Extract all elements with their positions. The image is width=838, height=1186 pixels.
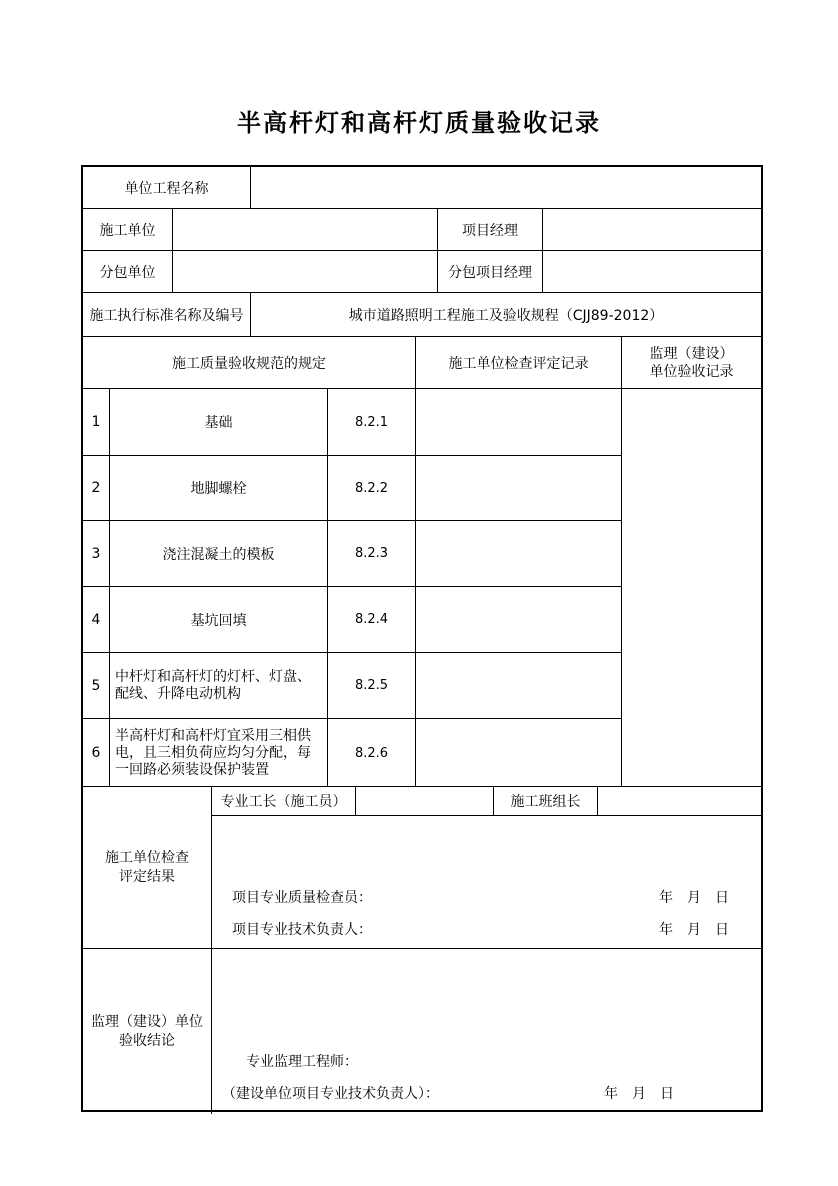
construction-unit-label: 施工单位 (99, 222, 156, 239)
check-result-content (211, 787, 761, 948)
item-code: 8.2.1 (327, 389, 415, 455)
date-text: 年 月 日 (659, 890, 729, 906)
item-no: 5 (91, 677, 101, 694)
table-header-row (83, 336, 761, 388)
supervision-record-cell[interactable] (621, 389, 761, 786)
item-check-record-cell[interactable] (415, 521, 621, 586)
check-result-label-line2: 评定结果 (119, 868, 175, 885)
item-no: 2 (91, 480, 101, 496)
item-no: 3 (91, 545, 101, 562)
construction-unit-row (83, 208, 761, 250)
item-name: 半高杆灯和高杆灯宜采用三相供电，且三相负荷应均匀分配，每一回路必须装设保护装置 (109, 719, 327, 787)
team-leader-value-cell[interactable] (597, 787, 761, 815)
item-name: 地脚螺栓 (109, 456, 327, 520)
item-row (83, 718, 621, 787)
tech-director-label: 项目专业技术负责人： (232, 922, 372, 938)
item-code: 8.2.5 (327, 653, 415, 718)
item-check-record-cell[interactable] (415, 587, 621, 652)
item-code: 8.2.2 (327, 456, 415, 520)
check-result-label-line1: 施工单位检查 (105, 849, 189, 866)
item-check-record-cell[interactable] (415, 719, 621, 787)
item-name: 浇注混凝土的模板 (109, 521, 327, 586)
item-row (83, 652, 621, 718)
construction-unit-value-cell[interactable] (172, 209, 437, 250)
unit-project-row (83, 167, 761, 208)
items-band (83, 388, 761, 786)
item-no: 1 (91, 414, 101, 430)
item-code: 8.2.4 (327, 587, 415, 652)
header-supervision-line1: 监理（建设） (649, 345, 734, 362)
supervision-conclusion-label-line1: 监理（建设）单位 (91, 1013, 203, 1030)
foreman-row (212, 787, 761, 816)
item-row (83, 455, 621, 520)
acceptance-form-table (81, 165, 763, 1112)
item-row (83, 520, 621, 586)
check-result-section-label (83, 787, 211, 948)
item-no: 6 (91, 745, 101, 761)
item-code: 8.2.3 (327, 521, 415, 586)
unit-project-label: 单位工程名称 (124, 180, 209, 197)
subcontract-manager-label: 分包项目经理 (437, 251, 542, 292)
item-name: 基坑回填 (109, 587, 327, 652)
item-name: 基础 (109, 389, 327, 455)
subcontract-unit-row (83, 250, 761, 292)
header-supervision-line2: 单位验收记录 (649, 363, 734, 380)
owner-tech-director-line (222, 1084, 674, 1104)
subcontract-unit-value-cell[interactable] (172, 251, 437, 292)
foreman-label: 专业工长（施工员） (220, 794, 347, 810)
date-text: 年 月 日 (604, 1086, 674, 1102)
header-check-col: 施工单位检查评定记录 (415, 337, 621, 388)
standard-row (83, 292, 761, 336)
subcontract-manager-value-cell[interactable] (542, 251, 761, 292)
supervision-engineer-label: 专业监理工程师： (246, 1054, 358, 1070)
item-check-record-cell[interactable] (415, 456, 621, 520)
item-row (83, 586, 621, 652)
quality-inspector-line (232, 888, 729, 908)
standard-name-label: 施工执行标准名称及编号 (89, 307, 244, 324)
subcontract-unit-label: 分包单位 (99, 264, 156, 281)
item-no: 4 (91, 611, 101, 628)
check-signature-area[interactable] (212, 816, 761, 948)
item-check-record-cell[interactable] (415, 653, 621, 718)
unit-project-value-cell[interactable] (250, 167, 761, 208)
supervision-conclusion-section (83, 948, 761, 1114)
supervision-conclusion-label (83, 949, 211, 1114)
quality-inspector-label: 项目专业质量检查员： (232, 890, 372, 906)
items-list (83, 389, 621, 786)
owner-tech-director-label: （建设单位项目专业技术负责人）： (222, 1086, 439, 1102)
team-leader-label: 施工班组长 (493, 787, 597, 815)
page-title: 半高杆灯和高杆灯质量验收记录 (237, 109, 601, 137)
foreman-value-cell[interactable] (355, 787, 493, 815)
item-name: 中杆灯和高杆灯的灯杆、灯盘、配线、升降电动机构 (109, 653, 327, 718)
date-text: 年 月 日 (659, 922, 729, 938)
item-check-record-cell[interactable] (415, 389, 621, 455)
supervision-conclusion-area[interactable] (211, 949, 761, 1114)
tech-director-line (232, 920, 729, 940)
header-supervision-col (621, 337, 761, 388)
header-spec-col: 施工质量验收规范的规定 (172, 355, 326, 372)
project-manager-label: 项目经理 (437, 209, 542, 250)
item-row (83, 389, 621, 455)
standard-name-value: 城市道路照明工程施工及验收规程（CJJ89-2012） (250, 293, 761, 336)
check-result-section (83, 786, 761, 948)
item-code: 8.2.6 (327, 719, 415, 787)
project-manager-value-cell[interactable] (542, 209, 761, 250)
supervision-engineer-line (246, 1052, 674, 1072)
supervision-conclusion-label-line2: 验收结论 (119, 1032, 175, 1049)
